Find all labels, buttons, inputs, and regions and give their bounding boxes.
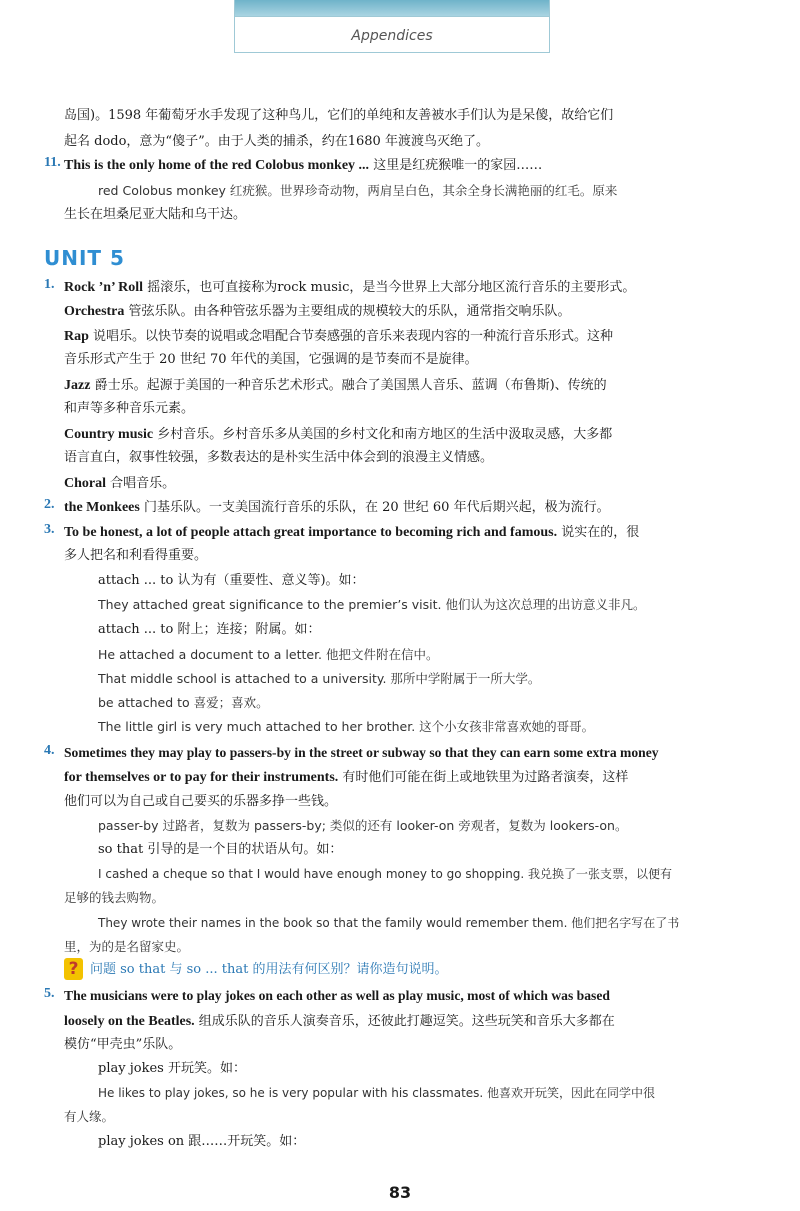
unit-title: UNIT 5 [44, 246, 125, 270]
definition-line [64, 326, 760, 347]
item-number: 11. [44, 155, 61, 170]
definition: 说唱乐。以快节奏的说唱或念唱配合节奏感强的音乐来表现内容的一种流行音乐形式。这种 [88, 329, 614, 344]
example-sentence: 有人缘。 [64, 1109, 115, 1124]
header-banner [234, 0, 550, 53]
example-sentence: They attached great significance to the premier’s visit. 他们认为这次总理的出访意义非凡。 [98, 597, 646, 612]
chinese-translation: 有时他们可能在街上或地铁里为过路者演奏，这样 [338, 770, 629, 785]
item-number: 1. [44, 277, 55, 292]
definition-line [64, 473, 760, 494]
term: Orchestra [64, 304, 125, 319]
english-sentence: loosely on the Beatles. [64, 1014, 195, 1029]
header-illustration [235, 0, 549, 17]
usage-note: attach ... to 附上；连接；附属。如： [98, 622, 321, 637]
item-number: 3. [44, 522, 55, 537]
chinese-translation: 组成乐队的音乐人演奏音乐，还彼此打趣逗笑。这些玩笑和音乐大多都在 [194, 1014, 615, 1029]
question-icon: ? [64, 958, 83, 980]
example-sentence: That middle school is attached to a university. 那所中学附属于一所大学。 [98, 671, 541, 686]
example-sentence: I cashed a cheque so that I would have enough money to go shopping. 我兑换了一张支票，以便有 [98, 867, 673, 881]
definition-line [64, 301, 760, 322]
term: Jazz [64, 378, 91, 393]
text-line: 模仿“甲壳虫”乐队。 [64, 1037, 182, 1052]
definition: 合唱音乐。 [106, 476, 176, 491]
definition-line [64, 497, 760, 518]
usage-note: so that 引导的是一个目的状语从句。如： [98, 842, 343, 857]
definition: 摇滚乐，也可直接称为rock music，是当今世界上大部分地区流行音乐的主要形式。 [143, 280, 636, 295]
item-heading [64, 767, 760, 788]
text-line: 音乐形式产生于 20 世纪 70 年代的美国，它强调的是节奏而不是旋律。 [64, 352, 478, 367]
usage-note: play jokes on 跟……开玩笑。如： [98, 1134, 306, 1149]
text-line: 和声等多种音乐元素。 [64, 401, 195, 416]
item-number: 5. [44, 986, 55, 1001]
english-sentence: for themselves or to pay for their instruments. [64, 770, 339, 785]
definition-line [64, 277, 760, 298]
item-heading [64, 1011, 760, 1032]
chinese-translation: 说实在的，很 [557, 525, 640, 540]
item-number: 2. [44, 497, 55, 512]
term: Choral [64, 476, 106, 491]
text-line: 生长在坦桑尼亚大陆和乌干达。 [64, 207, 247, 222]
definition-line [64, 424, 760, 445]
text-line: 语言直白，叙事性较强，多数表达的是朴实生活中体会到的浪漫主义情感。 [64, 450, 494, 465]
definition: 乡村音乐。乡村音乐多从美国的乡村文化和南方地区的生活中汲取灵感，大多都 [153, 427, 613, 442]
definition: 管弦乐队。由各种管弦乐器为主要组成的规模较大的乐队，通常指交响乐队。 [124, 304, 571, 319]
definition: 爵士乐。起源于美国的一种音乐艺术形式。融合了美国黑人音乐、蓝调（布鲁斯)、传统的 [90, 378, 607, 393]
text-line: red Colobus monkey 红疣猴。世界珍奇动物，两肩呈白色，其余全身长满艳丽的红毛。原来 [98, 183, 618, 198]
usage-note: attach ... to 认为有（重要性、意义等)。如： [98, 573, 365, 588]
example-sentence: 足够的钱去购物。 [64, 890, 165, 905]
definition-line [64, 375, 760, 396]
example-sentence: He likes to play jokes, so he is very popular with his classmates. 他喜欢开玩笑，因此在同学中很 [98, 1086, 656, 1100]
usage-note: be attached to 喜爱；喜欢。 [98, 695, 269, 710]
example-sentence: He attached a document to a letter. 他把文件附在信中。 [98, 647, 439, 662]
definition: 门基乐队。一支美国流行音乐的乐队，在 20 世纪 60 年代后期兴起，极为流行。 [139, 500, 610, 515]
term: Rock ’n’ Roll [64, 280, 144, 295]
text-line: 岛国)。1598 年葡萄牙水手发现了这种鸟儿，它们的单纯和友善被水手们认为是呆傻，故给它们 [64, 108, 614, 123]
question-prompt: 问题 so that 与 so ... that 的用法有何区别？请你造句说明。 [90, 962, 448, 977]
english-sentence: This is the only home of the red Colobus monkey ... [64, 158, 370, 173]
section-title: Appendices [351, 28, 433, 44]
term: the Monkees [64, 500, 140, 515]
usage-note: passer-by 过路者，复数为 passers-by; 类似的还有 looker-on 旁观者，复数为 lookers-on。 [98, 818, 628, 833]
example-sentence: They wrote their names in the book so that the family would remember them. 他们把名字写在了书 [98, 916, 680, 930]
item-number: 4. [44, 743, 55, 758]
usage-note: play jokes 开玩笑。如： [98, 1061, 246, 1076]
english-sentence: To be honest, a lot of people attach great importance to becoming rich and famous. [64, 525, 558, 540]
example-sentence: 里，为的是名留家史。 [64, 939, 190, 954]
text-line: 他们可以为自己或自己要买的乐器多挣一些钱。 [64, 794, 338, 809]
term: Rap [64, 329, 89, 344]
english-sentence: The musicians were to play jokes on each other as well as play music, most of which was based [64, 988, 610, 1003]
example-sentence: The little girl is very much attached to her brother. 这个小女孩非常喜欢她的哥哥。 [98, 719, 595, 734]
item-heading [64, 155, 760, 176]
page-number: 83 [388, 1183, 412, 1202]
term: Country music [64, 427, 154, 442]
chinese-translation: 这里是红疣猴唯一的家园…… [369, 158, 543, 173]
text-line: 起名 dodo，意为“傻子”。由于人类的捕杀，约在1680 年渡渡鸟灭绝了。 [64, 134, 489, 149]
text-line: 多人把名和利看得重要。 [64, 548, 208, 563]
english-sentence: Sometimes they may play to passers-by in the street or subway so that they can earn some extra money [64, 745, 659, 760]
item-heading [64, 522, 760, 543]
